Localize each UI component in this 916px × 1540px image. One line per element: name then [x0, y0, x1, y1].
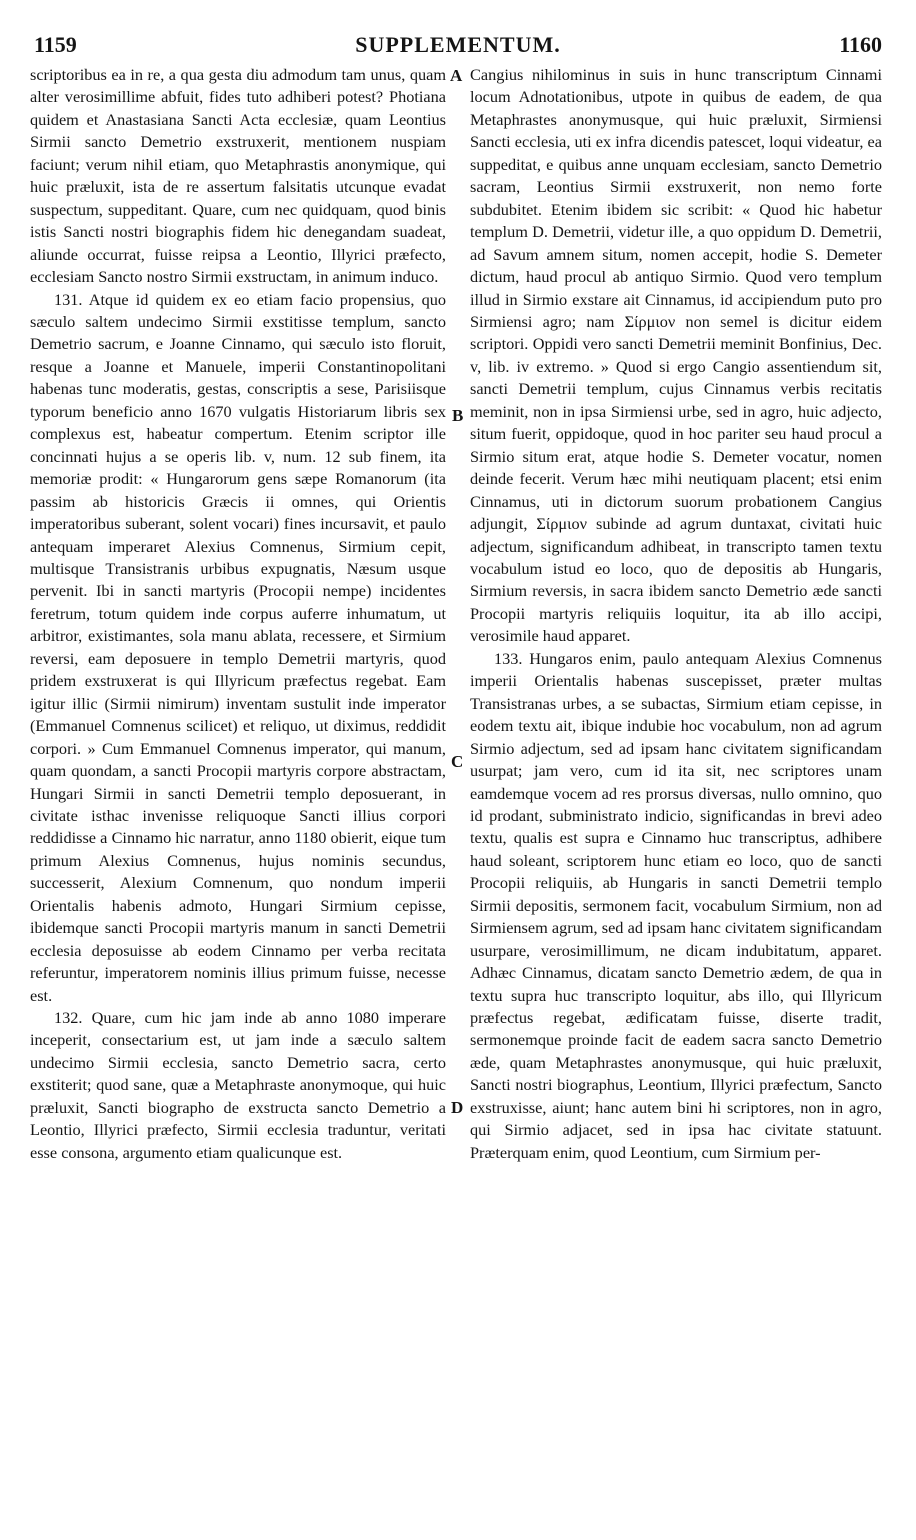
paragraph-132: 132. Quare, cum hic jam inde ab anno 1080 imperare inceperit, consectarium est, ut jam inde a sæculo saltem undecimo Sirmii ecclesia, sancto Demetrio sacra, certo exstiterit; quod sane, quæ a Metaphraste anonymoque, qui huic præluxit, Sancti biographo de exstructa sancto Demetrio a Leontio, Illyrici præfecto, Sirmii ecclesia traduntur, veritati esse consona, argumento etiam qualicunque est.: [30, 1008, 446, 1162]
paragraph-continued: scriptoribus ea in re, a qua gesta diu admodum tam unus, quam alter verosimillime abfuit, fides tuto adhiberi potest? Photiana quidem et Anastasiana Sancti Acta ecclesiæ, quam Leontius Sirmii sancto Demetrio exstruxerit, mentionem nuspiam faciunt; verum nihil etiam, quo Metaphrastis anonymique, qui huic præluxit, ista de re assertum falsitatis utcunque evadat suspectum, suppeditant. Quare, cum nec quidquam, quod binis istis Sancti nostri biographis fidem hic denegandam suadeat, aliunde occurrat, fuisse reipsa a Leontio, Illyrici præfecto, ecclesiam Sancto nostro Sirmii exstructam, in animum induco.: [30, 65, 446, 287]
margin-letter-c: C: [451, 752, 464, 771]
paragraph-131: 131. Atque id quidem ex eo etiam facio propensius, quo sæculo saltem undecimo Sirmii exstitisse templum, sancto Demetrio sacrum, e Joanne Cinnamo, qui sæculo isto floruit, resque a Joanne et Manuele, imperii Constantinopolitani habenas tunc moderatis, gestas, conscriptis a sese, Parisiisque typorum beneficio anno 1670 vulgatis Historiarum libris sex complexus est, habeatur compertum. Etenim scriptor ille concinnati hujus a se operis lib. v, num. 12 sub finem, ita memoriæ prodit: « Hungarorum gens sæpe Romanorum (ita passim ab historicis Græcis ii omnes, qui Orientis imperatoribus suberant, solent vocari) fines incursavit, et paulo antequam imperaret Alexius Comnenus, Sirmium cepit, multisque Transistranis urbibus expugnatis, Næsum usque pervenit. Ibi in sancti martyris (Procopii nempe) incidentes feretrum, totum quidem inde corpus auferre inhumatum, ut arbitror, existimantes, sola manu ablata, recessere, et Sirmium reversi, eam deposuere in templo Demetrii martyris, quod pridem exstruxerat is qui Illyricum præfectus regebat. Eam igitur illic (Sirmii nimirum) inventam sustulit inde imperator (Emmanuel Comnenus scilicet) et reliquo, ut diximus, reddidit corpori. » Cum Emmanuel Comnenus imperator, qui manum, quam quondam, a sancti Procopii martyris corpore abstractam, Hungari Sirmii in sancti Demetrii templo deposuerant, in civitate isthac invenisse reliquoque Sancti illius corpori reddidisse a Cinnamo hic narratur, anno 1180 obierit, eique tum primum Alexius Comnenus, hujus nominis secundus, successerit, Alexium Comnenum, quo nondum imperii Orientalis habenis admoto, Hungari Sirmium cepisse, ibidemque sancti Procopii martyris manum in sancti Demetrii ecclesia deposuisse ab eodem Cinnamo per verba recitata referuntur, imperatorem nominis illius primum fuisse, necesse est.: [30, 289, 446, 1005]
margin-letter-d: D: [451, 1098, 464, 1117]
margin-letter-a: A: [450, 66, 463, 85]
page-number-right: 1160: [839, 32, 882, 57]
right-column: [470, 64, 882, 1164]
left-column: [30, 64, 446, 1164]
running-title: SUPPLEMENTUM.: [355, 32, 561, 57]
page-header: [30, 32, 886, 64]
margin-letter-b: B: [452, 406, 464, 425]
paragraph-cangius: Cangius nihilominus in suis in hunc transcriptum Cinnami locum Adnotationibus, utpote in quibus de eadem, de qua Metaphrastes anonymusque, qui huic præluxit, Sirmiensi Sancti ecclesia, uti ex infra dicendis patescet, loqui videatur, ea suppeditat, e quibus anne unquam ecclesiam, sancto Demetrio sacram, Leontius Sirmii exstruxerit, non nemo forte subdubitet. Etenim ibidem sic scribit: « Quod hic habetur templum D. Demetrii, videtur ille, a quo oppidum D. Demetrii, ad Savum amnem situm, nomen accepit, hodie S. Demeter dictum, haud procul ab antiquo Sirmio. Quod vero templum illud in Sirmio exstare ait Cinnamus, id accipiendum puto pro Sirmiensi agro; nam Σίρμιον non semel is dicitur eidem scriptori. Oppidi vero sancti Demetrii meminit Bonfinius, Dec. v, lib. iv extremo. » Quod si ergo Cangio assentiendum sit, sancti Demetrii templum, cujus Cinnamus verbis recitatis meminit, non in ipsa Sirmiensi urbe, sed in agro, huic adjecto, situm fuerit, oppidoque, quod in hoc pariter seu haud procul a Sirmio situm erat, atque hodie S. Demeter vocatur, nomen deinde fecerit. Verum hæc mihi neutiquam placent; etsi enim Cinnamus, uti in dictorum suorum probationem Cangius adjungit, Σίρμιον subinde ad agrum duntaxat, civitati huic adjectum, significandum adhibeat, in transcripto tamen textu vocabulum istud eo loco, quo de depositis ab Hungaris, Sirmium reversis, in sacra ibidem sancto Demetrio æde sancti Procopii martyris reliquiis loquitur, ita ab illo accipi, verosimile haud apparet.: [470, 65, 882, 646]
page-number-left: 1159: [34, 32, 77, 57]
paragraph-133: 133. Hungaros enim, paulo antequam Alexius Comnenus imperii Orientalis habenas suscepisset, præter multas Transistranas urbes, a se subactas, Sirmium etiam cepisse, in eodem textu ait, ibique indubie hoc vocabulum, non ad agrum Sirmio adjectum, sed ad ipsam hanc civitatem significandam usurpat; jam vero, cum id ita sit, nec scriptores unam eamdemque vocem ad res prorsus diversas, nullo omnino, quo id prodant, subministrato indicio, significandas in brevi adeo textu, qualis est supra e Cinnamo huc transcriptus, adhibere haud soleant, scriptorem hunc etiam eo loco, quo de sancti Procopii reliquiis, ab Hungaris in sancti Demetrii templo Sirmii depositis, sermonem facit, vocabulum Sirmium, non ad Sirmiensem agrum, sed ad ipsam hanc civitatem significandam usurpare, verosimillimum, ne dicam indubitatum, apparet. Adhæc Cinnamus, dicatam sancto Demetrio ædem, de qua in textu supra huc transcripto loquitur, abs illo, qui Illyricum præfectus regebat, ædificatam fuisse, diserte tradit, sermonemque proinde facit de eadem sacra sancto Demetrio æde, quam Metaphrastes anonymusque, qui huic præluxit, Sancti nostri biographus, Leontium, Illyrici præfectum, Sancto exstruxisse, aiunt; hanc autem bini hi scriptores, non in agro, qui Sirmio adjacet, sed in ipsa hac civitate statuunt. Præterquam enim, quod Leontium, cum Sirmium per-: [470, 648, 882, 1162]
